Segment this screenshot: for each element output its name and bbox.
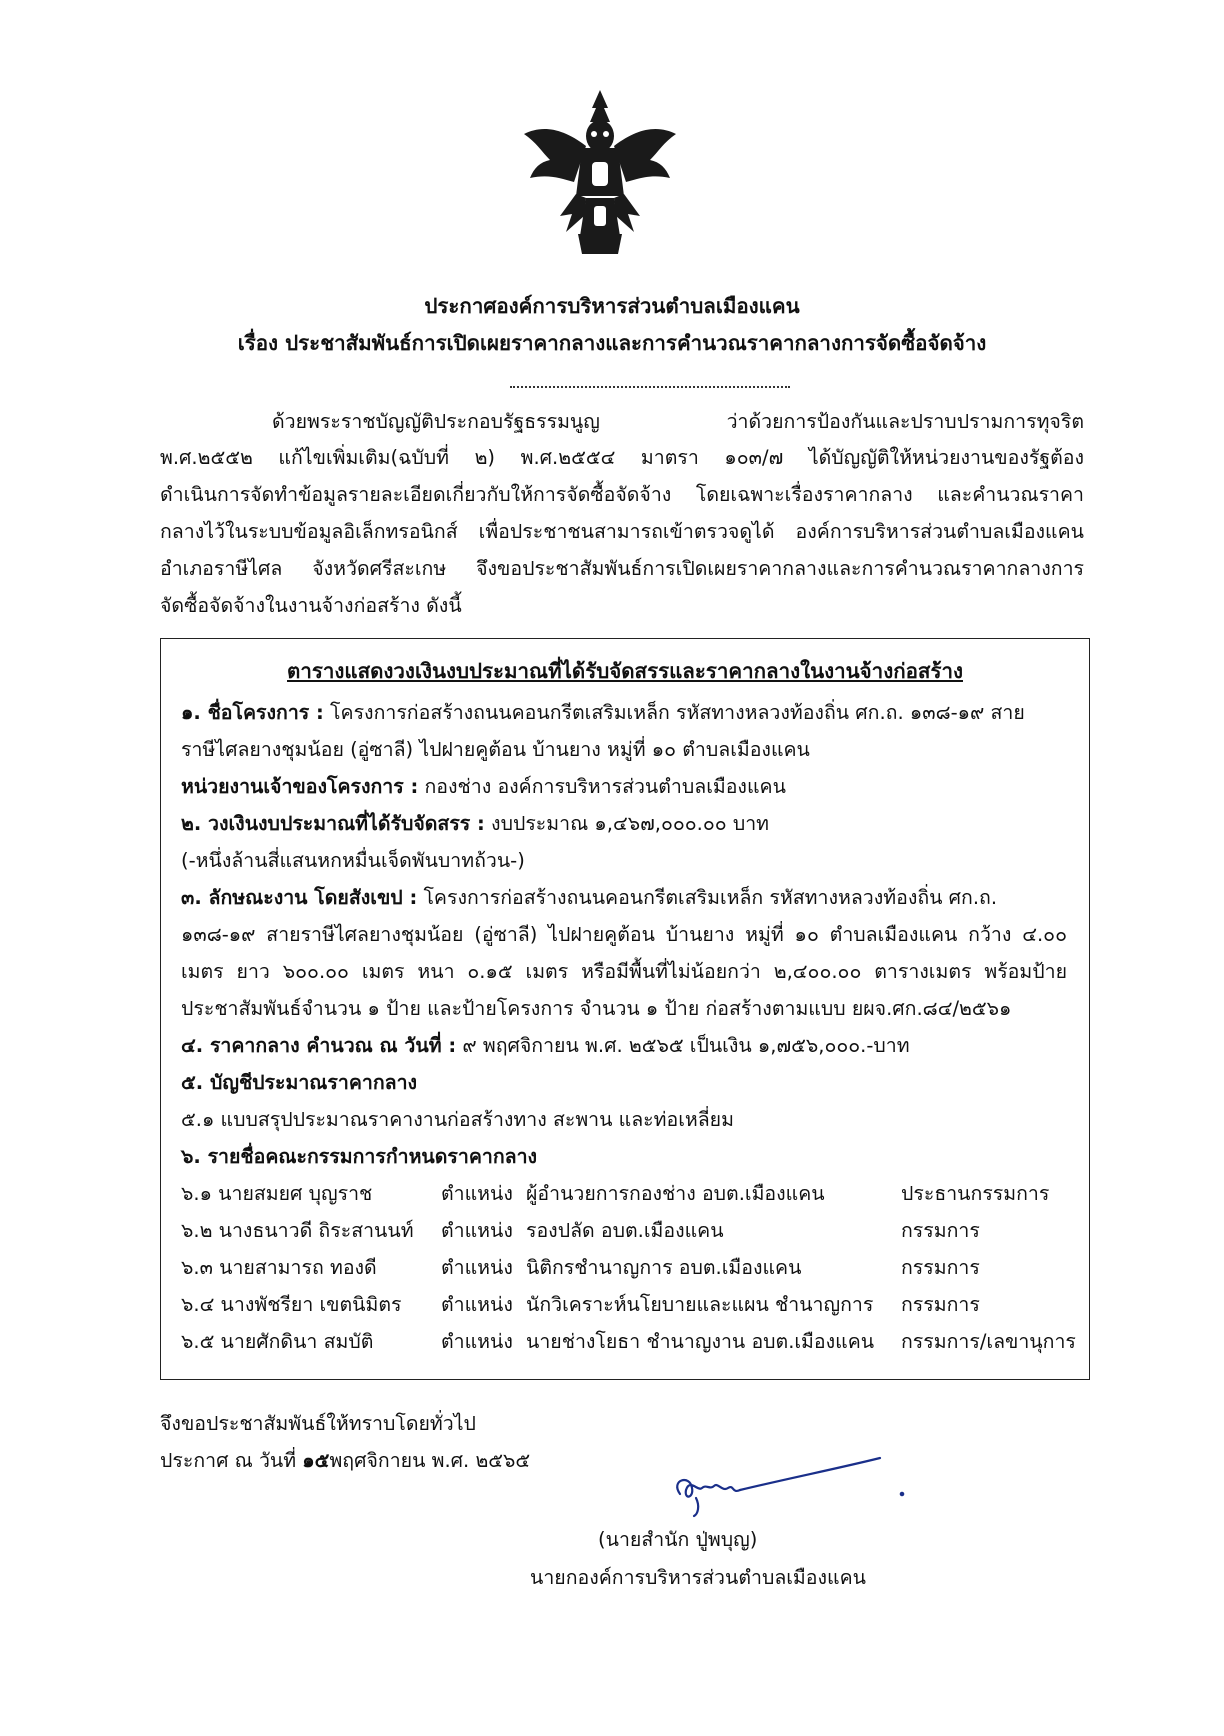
signer-title: นายกองค์การบริหารส่วนตำบลเมืองแคน xyxy=(530,1566,866,1589)
work-summary-line-4: ประชาสัมพันธ์จำนวน ๑ ป้าย และป้ายโครงการ จำนวน ๑ ป้าย ก่อสร้างตามแบบ ยผจ.ศก.๘๔/๒๕๖๑ xyxy=(181,997,1012,1020)
intro-line-6: จัดซื้อจัดจ้างในงานจ้างก่อสร้าง ดังนี้ xyxy=(160,594,462,617)
committee-num: ๖.๑ xyxy=(181,1182,212,1205)
work-summary-text: โครงการก่อสร้างถนนคอนกรีตเสริมเหล็ก รหัสทางหลวงท้องถิ่น ศก.ถ. xyxy=(417,886,998,909)
handwritten-signature xyxy=(640,1450,920,1520)
committee-role: กรรมการ xyxy=(901,1293,980,1316)
committee-label: ตำแหน่ง xyxy=(441,1219,513,1242)
committee-heading: ๖. รายชื่อคณะกรรมการกำหนดราคากลาง xyxy=(181,1145,538,1168)
intro-line-1: ด้วยพระราชบัญญัติประกอบรัฐธรรมนูญ ว่าด้วยการป้องกันและปราบปรามการทุจริต xyxy=(272,410,1084,433)
closing-notice: จึงขอประชาสัมพันธ์ให้ทราบโดยทั่วไป xyxy=(160,1412,476,1435)
committee-name: นางธนาวดี ถิระสานนท์ xyxy=(218,1219,414,1242)
intro-line-2: พ.ศ.๒๕๕๒ แก้ไขเพิ่มเติม(ฉบับที่ ๒) พ.ศ.๒๕๕๔ มาตรา ๑๐๓/๗ ได้บัญญัติให้หน่วยงานของรัฐต้อง xyxy=(160,446,1084,469)
intro-line-3: ดำเนินการจัดทำข้อมูลรายละเอียดเกี่ยวกับให้การจัดซื้อจัดจ้าง โดยเฉพาะเรื่องราคากลาง และคำนวณราคา xyxy=(160,483,1084,506)
committee-label: ตำแหน่ง xyxy=(441,1256,513,1279)
date-rest: พฤศจิกายน พ.ศ. ๒๕๖๕ xyxy=(329,1449,531,1472)
box-title: ตารางแสดงวงเงินงบประมาณที่ได้รับจัดสรรและราคากลางในงานจ้างก่อสร้าง xyxy=(287,659,963,683)
project-name-line-2: ราษีไศลยางชุมน้อย (อู่ซาลี) ไปฝายคูต้อน บ้านยาง หมู่ที่ ๑๐ ตำบลเมืองแคน xyxy=(181,738,810,761)
estimate-heading: ๕. บัญชีประมาณราคากลาง xyxy=(181,1071,418,1094)
committee-label: ตำแหน่ง xyxy=(441,1182,513,1205)
intro-line-4: กลางไว้ในระบบข้อมูลอิเล็กทรอนิกส์ เพื่อประชาชนสามารถเข้าตรวจดูได้ องค์การบริหารส่วนตำบลเมืองแคน xyxy=(160,520,1084,543)
budget-price-box xyxy=(160,638,1090,1380)
work-summary-line-2: ๑๓๘-๑๙ สายราษีไศลยางชุมน้อย (อู่ซาลี) ไปฝายคูต้อน บ้านยาง หมู่ที่ ๑๐ ตำบลเมืองแคน กว้าง ๔.๐๐ xyxy=(181,923,1067,946)
committee-role: กรรมการ xyxy=(901,1256,980,1279)
date-day: ๑๕ xyxy=(302,1449,330,1472)
work-summary-line xyxy=(181,882,997,913)
estimate-item-1: ๕.๑ แบบสรุปประมาณราคางานก่อสร้างทาง สะพาน และท่อเหลี่ยม xyxy=(181,1108,734,1131)
committee-name: นางพัชรียา เขตนิมิตร xyxy=(220,1293,402,1316)
committee-name: นายศักดินา สมบัติ xyxy=(220,1330,374,1353)
committee-num: ๖.๒ xyxy=(181,1219,213,1242)
owner-line xyxy=(181,771,786,802)
announcement-subject: เรื่อง ประชาสัมพันธ์การเปิดเผยราคากลางและการคำนวณราคากลางการจัดซื้อจัดจ้าง xyxy=(237,331,987,355)
committee-role: ประธานกรรมการ xyxy=(901,1182,1050,1205)
committee-position: ผู้อำนวยการกองช่าง อบต.เมืองแคน xyxy=(526,1182,825,1205)
signer-name: (นายสำนัก ปู่พบุญ) xyxy=(598,1528,758,1551)
agency-title: ประกาศองค์การบริหารส่วนตำบลเมืองแคน xyxy=(424,294,800,318)
intro-line-5: อำเภอราษีไศล จังหวัดศรีสะเกษ จึงขอประชาสัมพันธ์การเปิดเผยราคากลางและการคำนวณราคากลางการ xyxy=(160,557,1084,580)
date-prefix: ประกาศ ณ วันที่ xyxy=(160,1449,297,1472)
announcement-date xyxy=(160,1445,530,1476)
budget-line xyxy=(181,808,769,839)
work-summary-label: ๓. ลักษณะงาน โดยสังเขป : xyxy=(181,886,418,909)
committee-label: ตำแหน่ง xyxy=(441,1330,513,1353)
owner-label: หน่วยงานเจ้าของโครงการ : xyxy=(181,775,419,798)
median-price-line xyxy=(181,1030,910,1061)
dotted-divider xyxy=(510,386,790,388)
median-price-label: ๔. ราคากลาง คำนวณ ณ วันที่ : xyxy=(181,1034,457,1057)
budget-text: งบประมาณ ๑,๔๖๗,๐๐๐.๐๐ บาท xyxy=(484,812,770,835)
committee-position: นักวิเคราะห์นโยบายและแผน ชำนาญการ xyxy=(526,1293,874,1316)
budget-label: ๒. วงเงินงบประมาณที่ได้รับจัดสรร : xyxy=(181,812,485,835)
committee-name: นายสมยศ บุญราช xyxy=(218,1182,373,1205)
committee-num: ๖.๕ xyxy=(181,1330,215,1353)
project-name-label: ๑. ชื่อโครงการ : xyxy=(181,701,324,724)
median-price-text: ๙ พฤศจิกายน พ.ศ. ๒๕๖๕ เป็นเงิน ๑,๗๕๖,๐๐๐.-บาท xyxy=(456,1034,910,1057)
committee-position: นายช่างโยธา ชำนาญงาน อบต.เมืองแคน xyxy=(526,1330,875,1353)
budget-words: (-หนึ่งล้านสี่แสนหกหมื่นเจ็ดพันบาทถ้วน-) xyxy=(181,849,525,872)
committee-position: นิติกรชำนาญการ อบต.เมืองแคน xyxy=(526,1256,802,1279)
committee-label: ตำแหน่ง xyxy=(441,1293,513,1316)
committee-num: ๖.๔ xyxy=(181,1293,215,1316)
project-name-line xyxy=(181,697,1025,728)
committee-name: นายสามารถ ทองดี xyxy=(219,1256,377,1279)
project-name-text: โครงการก่อสร้างถนนคอนกรีตเสริมเหล็ก รหัสทางหลวงท้องถิ่น ศก.ถ. ๑๓๘-๑๙ สาย xyxy=(323,701,1025,724)
owner-text: กองช่าง องค์การบริหารส่วนตำบลเมืองแคน xyxy=(418,775,786,798)
committee-position: รองปลัด อบต.เมืองแคน xyxy=(526,1219,724,1242)
garuda-emblem xyxy=(520,86,680,256)
committee-num: ๖.๓ xyxy=(181,1256,213,1279)
committee-role: กรรมการ xyxy=(901,1219,980,1242)
work-summary-line-3: เมตร ยาว ๖๐๐.๐๐ เมตร หนา ๐.๑๕ เมตร หรือมีพื้นที่ไม่น้อยกว่า ๒,๔๐๐.๐๐ ตารางเมตร พร้อมป้าย xyxy=(181,960,1067,983)
committee-role: กรรมการ/เลขานุการ xyxy=(901,1330,1076,1353)
